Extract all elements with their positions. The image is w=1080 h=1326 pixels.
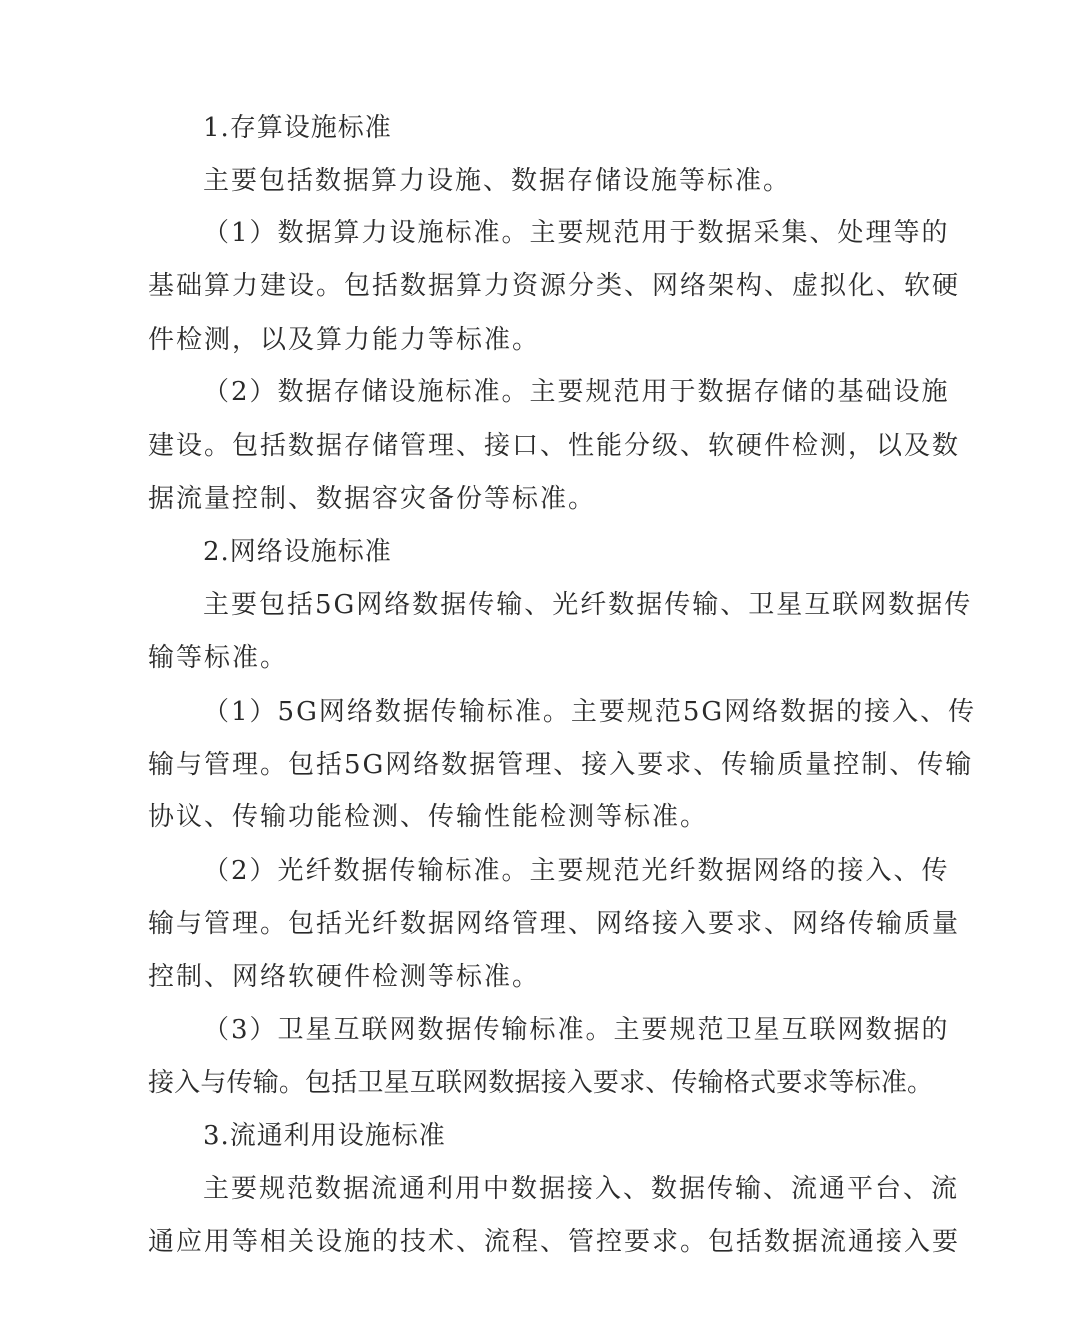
section-1-heading: 1.存算设施标准 <box>203 113 392 143</box>
section-2-intro-line-1: 主要包括5G网络数据传输、光纤数据传输、卫星互联网数据传 <box>203 590 973 620</box>
section-1-item-2-line-2: 建设。包括数据存储管理、接口、性能分级、软硬件检测，以及数 <box>148 431 961 461</box>
section-3-intro-line-2: 通应用等相关设施的技术、流程、管控要求。包括数据流通接入要 <box>148 1227 961 1257</box>
section-3-intro-line-1: 主要规范数据流通利用中数据接入、数据传输、流通平台、流 <box>203 1174 960 1204</box>
section-1-item-1-line-1: （1）数据算力设施标准。主要规范用于数据采集、处理等的 <box>203 218 950 248</box>
section-2-item-1-line-1: （1）5G网络数据传输标准。主要规范5G网络数据的接入、传 <box>203 697 977 727</box>
section-2-item-2-line-2: 输与管理。包括光纤数据网络管理、网络接入要求、网络传输质量 <box>148 909 961 939</box>
section-1-item-2-line-1: （2）数据存储设施标准。主要规范用于数据存储的基础设施 <box>203 377 950 407</box>
section-2-item-2-line-1: （2）光纤数据传输标准。主要规范光纤数据网络的接入、传 <box>203 856 950 886</box>
section-2-intro-line-2: 输等标准。 <box>148 643 289 673</box>
section-1-item-1-line-3: 件检测，以及算力能力等标准。 <box>148 325 541 355</box>
section-2-item-2-line-3: 控制、网络软硬件检测等标准。 <box>148 962 541 992</box>
section-1-item-1-line-2: 基础算力建设。包括数据算力资源分类、网络架构、虚拟化、软硬 <box>148 271 961 301</box>
section-2-item-1-line-2: 输与管理。包括5G网络数据管理、接入要求、传输质量控制、传输 <box>148 750 974 780</box>
section-1-item-2-line-3: 据流量控制、数据容灾备份等标准。 <box>148 484 597 514</box>
section-1-intro: 主要包括数据算力设施、数据存储设施等标准。 <box>203 166 792 196</box>
section-2-item-3-line-1: （3）卫星互联网数据传输标准。主要规范卫星互联网数据的 <box>203 1015 950 1045</box>
section-2-item-1-line-3: 协议、传输功能检测、传输性能检测等标准。 <box>148 802 709 832</box>
section-3-heading: 3.流通利用设施标准 <box>203 1121 446 1151</box>
section-2-heading: 2.网络设施标准 <box>203 537 392 567</box>
section-2-item-3-line-2: 接入与传输。包括卫星互联网数据接入要求、传输格式要求等标准。 <box>148 1068 933 1098</box>
